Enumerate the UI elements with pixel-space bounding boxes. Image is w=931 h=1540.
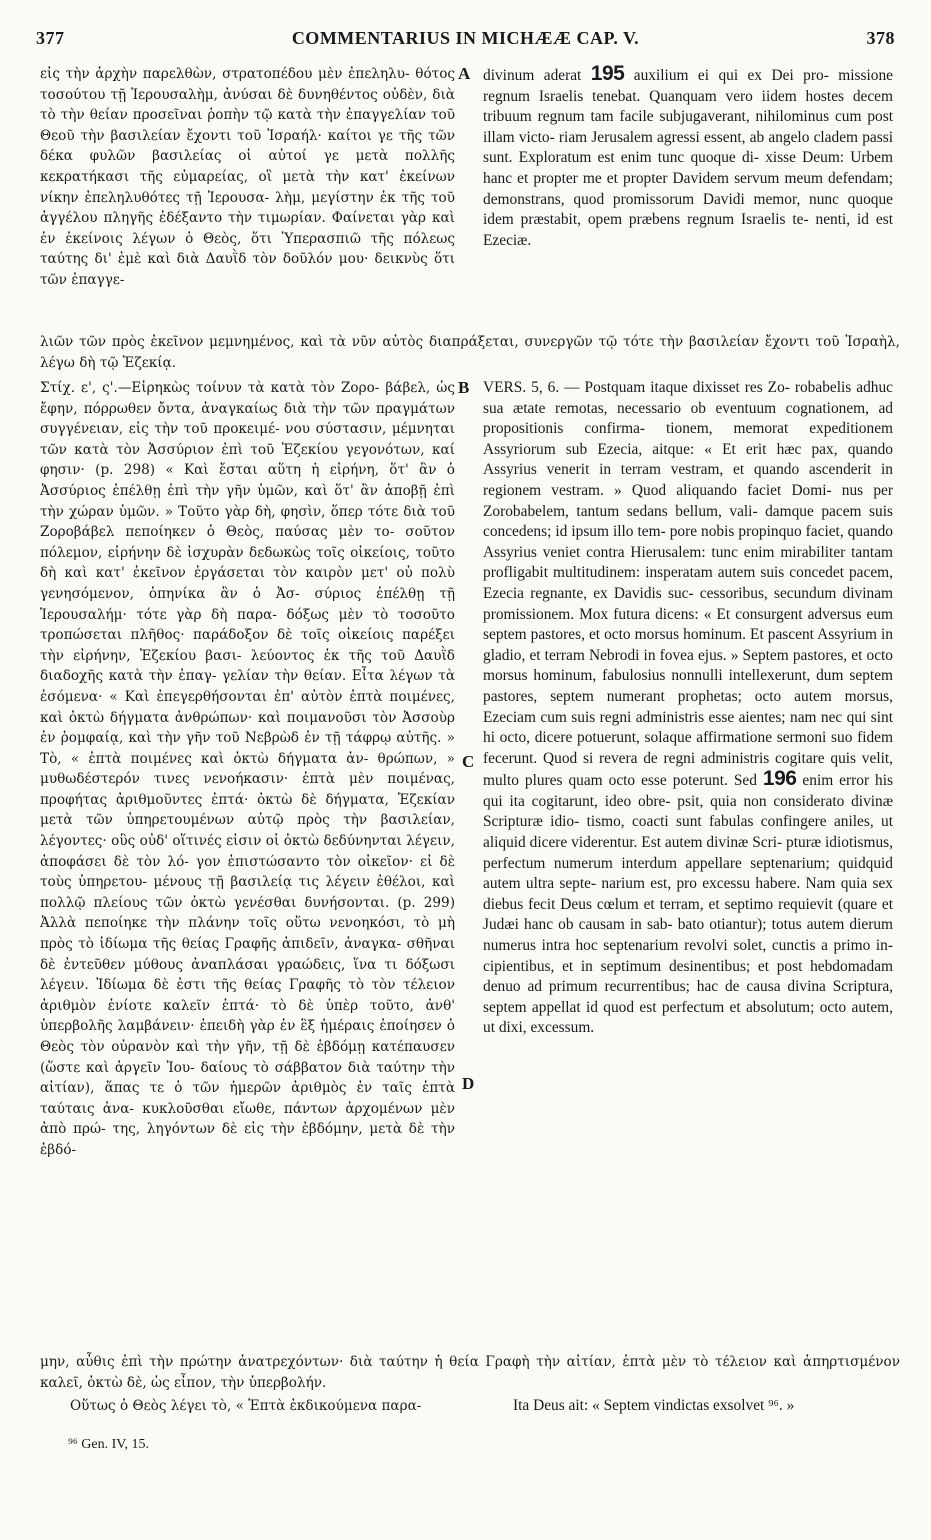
greek-paragraph-1: εἰς τὴν ἀρχὴν παρελθὼν, στρατοπέδου μὲν ἐπεληλυ- θότος τοσούτου τῇ Ἱερουσαλὴμ, ἀνύσαι δὲ δυνηθέντος οὐδὲν, διὰ τὸ τὴν θείαν προσεῖναι ῥοπὴν τῷ κατὰ τὴν ἐπαγγελίαν τοῦ Θεοῦ τὴν βασιλείαν ἔχοντι τοῦ Ἰσραήλ· καίτοι γε τῆς τῶν δέκα φυλῶν βασιλείας οἱ αὐτοί γε μετὰ πολλῆς κεκρατήκασι τῆς εὐμαρείας, οἳ μετὰ τὴν κατ' ἐκείνων νίκην ἐπεληλυθότες τῇ Ἱερουσα- λὴμ, μεγίστην ἐκ τῆς τοῦ ἀγγέλου πληγῆς ἐδέξαντο τὴν τιμωρίαν. Φαίνεται γὰρ καὶ ἐν ἐκείνοις λέγων ὁ Θεὸς, ὅτι Ὑπερασπιῶ τῆς πόλεως ταύτης δι' ἐμὲ καὶ διὰ Δαυῒδ τὸν δοῦλόν μου· δεικνὺς ὅτι τῶν ἐπαγγε- [40,66,455,288]
greek-column-block-2 [40,378,455,1348]
margin-letter-c: C [462,752,475,771]
running-title: COMMENTARIUS IN MICHÆÆ CAP. V. [291,28,640,48]
greek-paragraph-3-text: Οὕτως ὁ Θεὸς λέγει τὸ, « Ἑπτὰ ἐκδικούμενα παρα- [70,1398,422,1414]
greek-paragraph-2: Στίχ. ε', ς'.—Εἰρηκὼς τοίνυν τὰ κατὰ τὸν Ζορο- βάβελ, ὡς ἔφην, πόρρωθεν ὄντα, ἀναγκαίως διὰ τὴν τῶν πραγμάτων συγγένειαν, εἰς τὴν τοῦ προκειμέ- νου σύστασιν, μέμνηται τῶν κατὰ τὸν Ἀσσύριον ἐπὶ τοῦ Ἐζεκίου γεγονότων, καί φησιν· (p. 298) « Καὶ ἔσται αὕτη ἡ εἰρήνη, ὅτ' ἂν ὁ Ἀσσύριος ἐπέλθῃ ἐπὶ τὴν γῆν ὑμῶν, καὶ ὅτ' ἂν ἀποβῇ ἐπὶ τὴν χώραν ὑμῶν. » Τοῦτο γὰρ δὴ, φησὶν, ὅπερ τότε διὰ τοῦ Ζοροβάβελ πεποίηκεν ὁ Θεὸς, παύσας μὲν το- σοῦτον πόλεμον, εἰρήνην δὲ ἰσχυρὰν δεδωκὼς τοῖς οἰκείοις, τοῦτο δὴ καὶ κατ' ἐκεῖνον ἐργάσεται τὸν καιρὸν μετ' οὐ πολὺ γενησόμενον, ὁπηνίκα ἂν ὁ Ἀσ- σύριος ἐπέλθῃ τῇ Ἱερουσαλήμ· τότε γὰρ δὴ παρα- δόξως μὲν τὸ τοσοῦτο τροπώσεται πλῆθος· παράδοξον δὲ τοῖς οἰκείοις παρέξει τὴν εἰρήνην, Ἐζεκίου βασι- λεύοντος ἐκ τῆς τοῦ Δαυῒδ διαδοχῆς κατὰ τὴν ἐπαγ- γελίαν τὴν θείαν. Εἶτα λέγων τὰ ἐσόμενα· « Καὶ ἐπεγερθήσονται ἐπ' αὐτὸν ἑπτὰ ποιμένες, καὶ ὀκτὼ δήγματα ἀνθρώπων· καὶ ποιμανοῦσι τὸν Ἀσσοὺρ ἐν ῥομφαίᾳ, καὶ τὴν γῆν τοῦ Νεβρὼδ ἐν τῇ τάφρῳ αὐτῆς. » Τὸ, « ἑπτὰ ποιμένες καὶ ὀκτὼ δήγματα ἀν- θρώπων, » μυθωδέστερόν τινες νενοήκασιν· ἑπτὰ μὲν ποιμένας, προφήτας ἀριθμοῦντες ἑπτά· ὀκτὼ δὲ δήγματα, Ἐζεκίαν μετὰ τῶν ὑπηρετουμένων αὐτῷ πρὸς τὴν βασιλείαν, λέγοντες· οὓς οὐδ' οἵτινές εἰσιν οἱ ὀκτὼ δεδύνηνται λέγειν, ἀποφάσει δὲ τὸν λό- γον ἐπιστώσαντο τὸν οἰκεῖον· εἰ δὲ τοὺς ὑπηρετου- μένους τῇ βασιλείᾳ τις λέγειν ἐθέλοι, καὶ πολλῷ πλείους τῶν ὀκτὼ γενέσθαι δυνήσονται. (p. 299) Ἀλλὰ πεποίηκε τὴν πλάνην τοῖς οὕτω νενοηκόσι, τὸ μὴ πρὸς τὸ ἰδίωμα τῆς θείας Γραφῆς ἀπιδεῖν, ἀναγκα- σθῆναι δὲ ἐντεῦθεν μύθους ἀναπλάσαι γραώδεις, ἵνα τι δόξωσι λέγειν. Ἰδίωμα δὲ ἐστι τῆς θείας Γραφῆς τὸ τὸν τέλειον ἀριθμὸν ἐνίοτε καλεῖν ἑπτά· τὸ δὲ ὑπὲρ τοῦτο, ἀνθ' ὑπερβολῆς λαμβάνειν· ἐπειδὴ γὰρ ἐν ἓξ ἡμέραις ἐποίησεν ὁ Θεὸς τὸν οὐρανὸν καὶ τὴν γῆν, τῇ δὲ ἑβδόμῃ κατέπαυσεν (ὥστε καὶ ἀργεῖν Ἰου- δαίους τὸ σάββατον διὰ ταύτην τὴν αἰτίαν), ἅπας τε ὁ τῶν ἡμερῶν ἀριθμὸς ἐν ταῖς ἑπτὰ ταύταις ἀνα- κυκλοῦσθαι εἴωθε, πάντων ἀρχομένων μὲν ἀπὸ πρώ- της, ληγόντων δὲ εἰς τὴν ἑβδόμην, μετὰ δὲ τὴν ἑβδό- [40,380,455,1158]
latin-paragraph-1-rest: auxilium ei qui ex Dei pro- missione regnum Israelis tenebat. Quanquam vero iidem hostes decem tribuum regnum tam facile subjugaverant, nihilominus cum post illam victo- riam Jerusalem agressi essent, ab angelo cladem passi sunt. Exploratum est enim tunc quoque di- xisse Deum: Urbem hanc et propter me et propter Davidem servum meum defendam; demonstrans, quod promissorum Davidi memor, nunc quoque idem præstabit, opem præbens regnum Israelis te- nenti, id est Ezeciæ. [483,67,893,249]
page-marker-196: 196 [762,767,797,791]
latin-paragraph-1 [483,64,893,251]
greek-column-block-1 [40,64,455,326]
latin-column-block-1 [483,64,893,326]
latin-paragraph-2-start: VERS. 5, 6. — Postquam itaque dixisset res Zo- robabelis adhuc sua ætate remotas, necessario ob eventuum cognationem, ad propositionis confirma- tionem, memorat expeditionem Assyriorum sub Ezecia, aitque: « Et erit hæc pax, quando Assyrius venerit in terram vestram, et quando ascenderit in regionem vestram. » Quod aliquando faciet Domi- nus per Zorobabelem, tantum sedans bellum, vali- damque pacem suis concedens; id ipsum illo tem- pore nobis propinquo faciet, quando Assyrius veniet contra Hierusalem: tunc enim mirabiliter tantam profligabit multitudinem: insperatam autem suis concedet pacem, Ezecia regnante, ex Davidis suc- cessoribus, secundum divinam promissionem. Mox futura dicens: « Et consurgent adversus eum septem pastores, et octo morsus hominum. Et pascent Assyrium in gladio, et terram Nebrodi in fovea ejus. » Septem pastores, et octo morsus hominum, fabulosius nonnulli intellexerunt, dum septem pastores, septem numerant prophetas; octo autem morsus, Ezeciam cum suis regni administris esse aientes; nam nec qui sint hi octo, dicere potuerunt, solaque affirmatione sermoni suo fidem fecerunt. Quod si revera de regni administris cogitare quis velit, multo plures quam octo esse poterunt. Sed [483,379,893,790]
latin-paragraph-2-rest: enim error his qui ita cogitarunt, ideo obre- psit, quia non considerato divinæ Scripturæ idio- tismo, coacti sunt fabulas confingere aniles, ut aliquid dicere viderentur. Est autem divinæ Scri- pturæ idiotismus, perfectum numerum interdum appellare septenarium; quidquid autem ultra septe- narium est, pro excessu habere. Nam quia sex diebus fecit Deus cœlum et terram, et septimo requievit (quare et Judæi hanc ob causam in sab- bato otiantur); totus autem dierum numerus intra hoc septenarium revolvi solet, cunctis a primo in- cipientibus, et in septimum desinentibus; et post hebdomadam denuo ad primum recurrentibus; hac de causa divina Scriptura, septem appellat id quod est perfectum et absolutum; octo autem, ut dixi, excessum. [483,772,893,1037]
page-number-right: 378 [866,28,895,48]
greek-fullwidth-continuation-1: λιῶν τῶν πρὸς ἐκεῖνον μεμνημένος, καὶ τὰ νῦν αὐτὸς διαπράξεται, συνεργῶν τῷ τότε τὴν βασιλείαν ἔχοντι τοῦ Ἰσραὴλ, λέγω δὴ τῷ Ἐζεκίᾳ. [40,334,900,371]
latin-column-block-2 [483,378,893,1348]
greek-fullwidth-continuation-2: μην, αὖθις ἐπὶ τὴν πρώτην ἀνατρεχόντων· διὰ ταύτην ἡ θεία Γραφὴ τὴν αἰτίαν, ἑπτὰ μὲν τὸ τέλειον καὶ ἀπηρτισμένον καλεῖ, ὀκτὼ δὲ, ὡς εἶπον, τὴν ὑπερβολήν. [40,1354,900,1391]
margin-letter-d: D [462,1074,475,1093]
margin-letter-b: B [458,378,470,397]
page-number-left: 377 [36,28,65,48]
latin-paragraph-2 [483,378,893,1039]
running-header [36,28,895,54]
page-marker-195: 195 [590,62,625,85]
latin-paragraph-3-text: Ita Deus ait: « Septem vindictas exsolvet ⁹⁶. » [513,1397,795,1414]
latin-paragraph-3 [483,1396,893,1417]
greek-paragraph-3 [40,1396,455,1417]
latin-paragraph-1-start: divinum aderat [483,67,582,84]
footnote: ⁹⁶ Gen. IV, 15. [68,1437,150,1452]
margin-letter-a: A [458,64,471,83]
